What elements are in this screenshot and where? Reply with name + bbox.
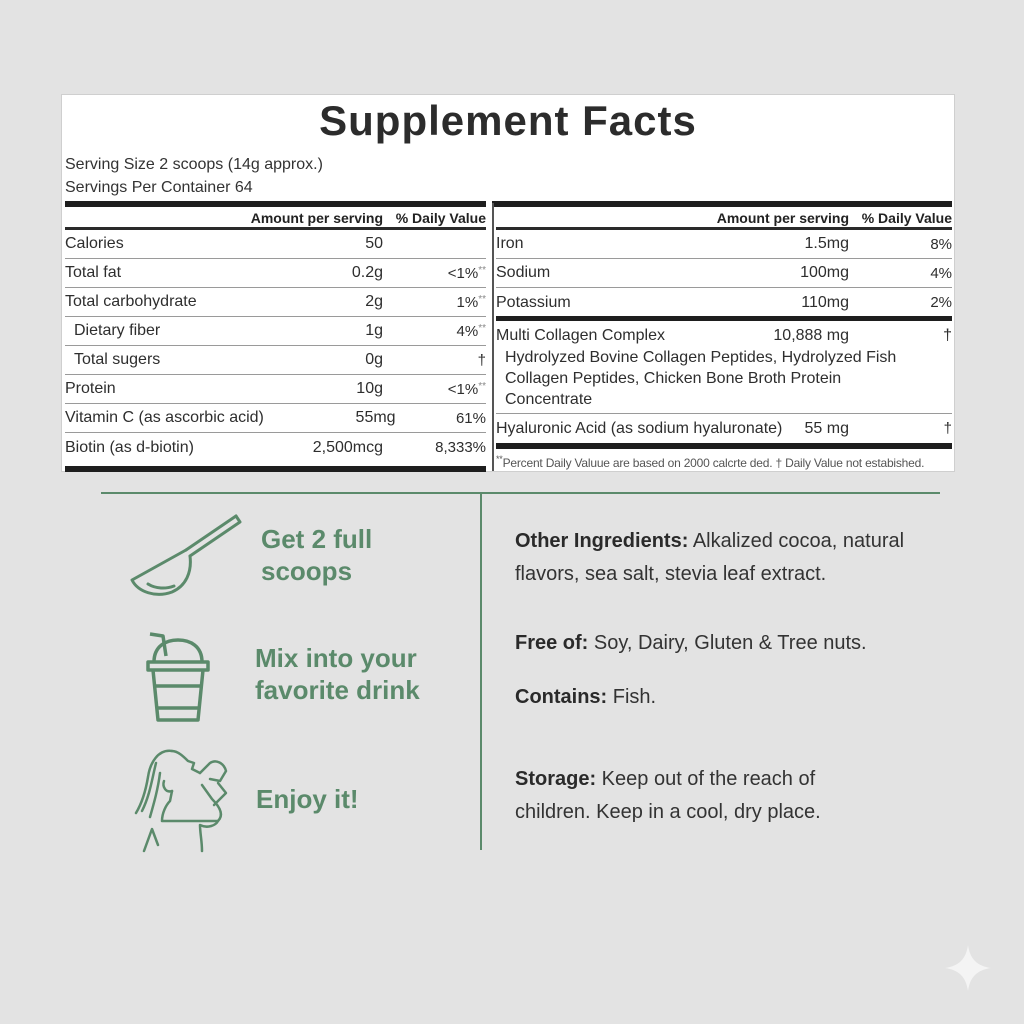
footnote-text: Percent Daily Valuue are based on 2000 calcrte ded. † Daily Value not estabished. xyxy=(502,456,925,470)
nutrient-row xyxy=(65,259,486,288)
nutrient-name: Vitamin C (as ascorbic acid) xyxy=(65,409,264,426)
nutrient-row xyxy=(65,346,486,375)
nutrient-name: Sodium xyxy=(496,264,551,281)
nutrient-row xyxy=(65,230,486,259)
footnote-mark: ** xyxy=(496,454,503,464)
sparkle-icon xyxy=(943,943,993,993)
nutrient-dv: 8% xyxy=(930,235,952,253)
drink-cup-icon xyxy=(146,624,210,724)
nutrient-name: Potassium xyxy=(496,293,571,311)
header-daily-value: % Daily Value xyxy=(861,210,952,226)
nutrient-name: Dietary fiber xyxy=(74,322,161,339)
nutrient-name: Protein xyxy=(65,380,116,397)
nutrient-amount: 2g xyxy=(365,293,383,310)
collagen-dv: † xyxy=(943,327,952,344)
step-text: Mix into your favorite drink xyxy=(255,643,420,705)
nutrient-name: Calories xyxy=(65,235,124,252)
collagen-sources: Hydrolyzed Bovine Collagen Peptides, Hydrolyzed Fish Collagen Peptides, Chicken Bone Broth Protein Concentrate xyxy=(505,349,897,408)
header-amount: Amount per serving xyxy=(716,210,849,226)
nutrient-amount: 50 xyxy=(365,235,383,252)
nutrient-amount: 100mg xyxy=(800,264,849,281)
bottom-thick-rule xyxy=(496,443,952,449)
serving-size: Serving Size 2 scoops (14g approx.) xyxy=(65,156,323,173)
hyaluronic-row xyxy=(496,414,952,443)
collagen-row xyxy=(496,321,952,414)
nutrient-dv: † xyxy=(477,351,486,369)
top-thick-rule xyxy=(65,201,486,207)
nutrient-row xyxy=(65,288,486,317)
header-amount: Amount per serving xyxy=(250,210,383,226)
nutrient-row xyxy=(65,404,486,433)
nutrient-amount: 10g xyxy=(356,380,383,397)
collagen-amount: 10,888 mg xyxy=(773,327,849,344)
nutrient-amount: 110mg xyxy=(801,293,849,311)
step-text: Enjoy it! xyxy=(256,784,359,814)
nutrient-dv: 4%** xyxy=(456,322,486,340)
nutrient-dv: <1%** xyxy=(447,264,486,282)
other-ingredients: Other Ingredients: Alkalized cocoa, natural flavors, sea salt, stevia leaf extract. xyxy=(515,530,905,585)
storage: Storage: Keep out of the reach of children. Keep in a cool, dry place. xyxy=(515,768,821,823)
nutrient-dv: 1%** xyxy=(456,293,486,311)
nutrient-row xyxy=(65,375,486,404)
mid-thick-rule xyxy=(496,316,952,321)
step-mix xyxy=(146,624,420,724)
nutrient-row xyxy=(65,317,486,346)
nutrient-row xyxy=(496,288,952,317)
nutrient-dv: 4% xyxy=(930,264,952,282)
nutrient-dv: 61% xyxy=(455,409,486,427)
step-scoop xyxy=(128,512,372,597)
woman-drinking-icon xyxy=(132,745,252,853)
free-of: Free of: Soy, Dairy, Gluten & Tree nuts. xyxy=(515,632,867,654)
nutrient-amount: 2,500mcg xyxy=(312,438,383,456)
nutrient-amount: 0g xyxy=(365,351,383,368)
step-enjoy xyxy=(132,745,359,853)
servings-per-container: Servings Per Container 64 xyxy=(65,179,253,196)
supplement-facts-label xyxy=(61,94,955,472)
label-title: Supplement Facts xyxy=(319,97,697,144)
nutrient-row xyxy=(496,230,952,259)
header-daily-value: % Daily Value xyxy=(395,210,486,226)
left-rows xyxy=(65,230,486,462)
nutrient-name: Iron xyxy=(496,235,524,252)
right-nutrient-table xyxy=(492,203,952,471)
nutrient-dv: <1%** xyxy=(447,380,486,398)
nutrient-row xyxy=(496,259,952,288)
bottom-thick-rule xyxy=(65,466,486,472)
table-header xyxy=(496,209,952,230)
nutrient-amount: 0.2g xyxy=(351,264,383,281)
nutrient-dv: 2% xyxy=(930,294,952,311)
nutrient-dv: 8,333% xyxy=(435,439,486,456)
nutrient-dv: † xyxy=(943,420,952,437)
footnote xyxy=(496,454,952,470)
contains: Contains: Fish. xyxy=(515,686,657,708)
nutrient-amount: 1.5mg xyxy=(804,235,849,252)
right-rows xyxy=(496,230,952,317)
nutrient-name: Biotin (as d-biotin) xyxy=(65,438,194,456)
scoop-icon xyxy=(128,512,243,597)
nutrient-name: Total carbohydrate xyxy=(65,293,197,310)
left-nutrient-table xyxy=(65,209,486,472)
nutrient-name: Total fat xyxy=(65,264,122,281)
step-text: Get 2 full scoops xyxy=(261,523,373,586)
serving-info xyxy=(65,153,323,199)
nutrient-row xyxy=(65,433,486,462)
nutrient-name: Hyaluronic Acid (as sodium hyaluronate) xyxy=(496,419,783,437)
table-header xyxy=(65,209,486,230)
section-divider-horizontal xyxy=(101,492,940,494)
nutrient-amount: 55mg xyxy=(355,409,396,426)
nutrient-amount: 1g xyxy=(365,322,383,339)
nutrient-name: Total sugers xyxy=(74,351,161,368)
section-divider-vertical xyxy=(480,493,482,850)
collagen-name: Multi Collagen Complex xyxy=(496,327,665,344)
nutrient-amount: 55 mg xyxy=(804,419,849,437)
